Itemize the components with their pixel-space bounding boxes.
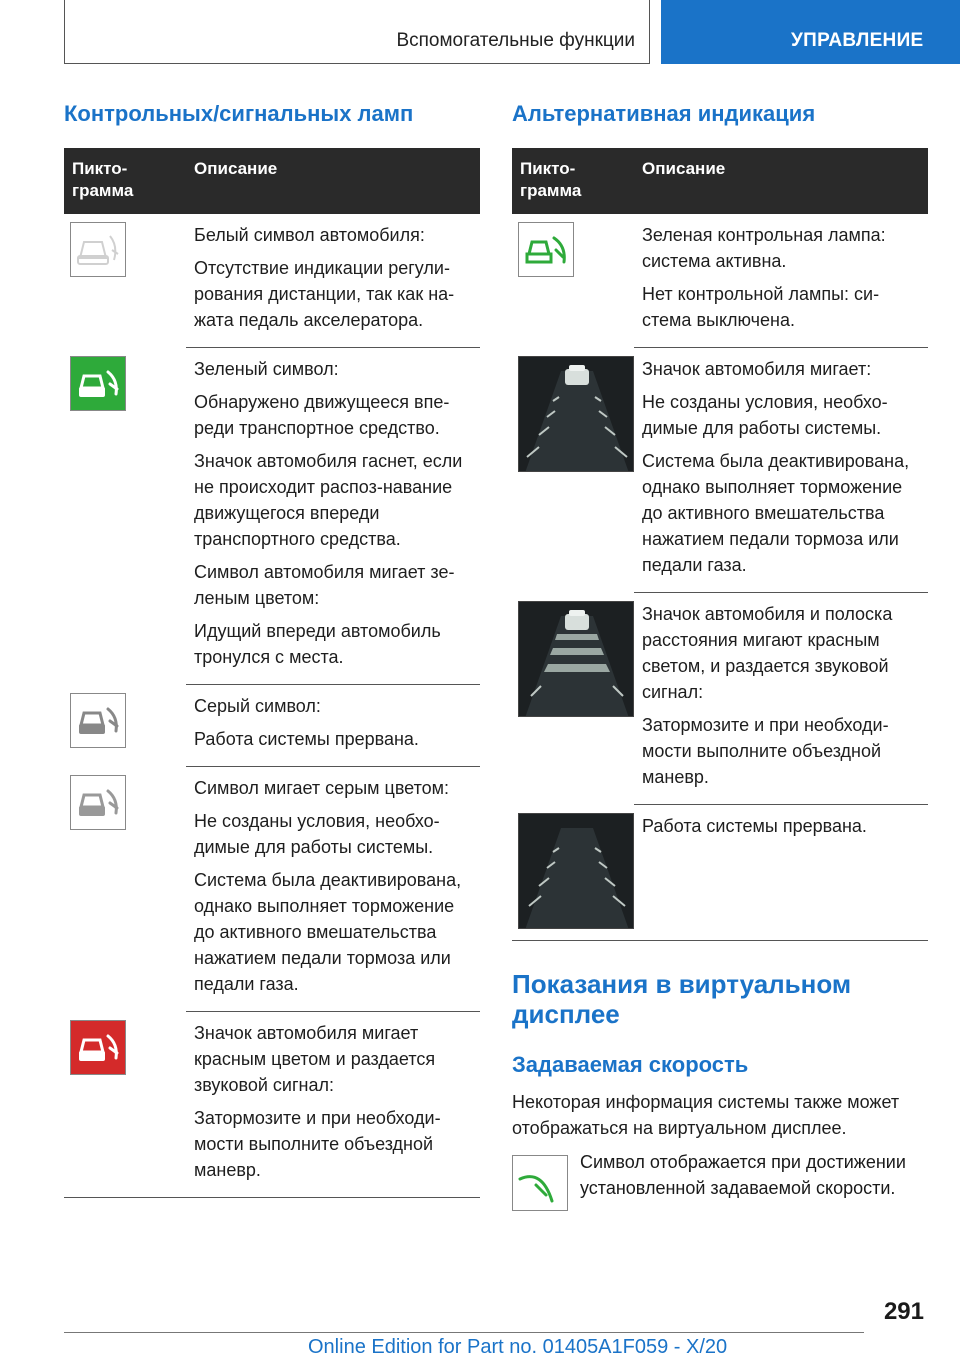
row-text: Символ мигает серым цветом:	[194, 778, 450, 798]
row-text: Нет контрольной лампы: си-стема выключена.	[642, 284, 880, 330]
speed-icon-text: Символ отображается при достижении установленной задаваемой скорости.	[580, 1152, 906, 1198]
green-gauge-icon	[518, 222, 574, 277]
lane-car-photo	[518, 356, 634, 472]
virtual-display-title: Показания в виртуальном дисплее	[512, 969, 852, 1029]
header-section-box	[64, 0, 650, 64]
right-section-title: Альтернативная индикация	[512, 101, 816, 126]
row-text: Серый символ:	[194, 696, 321, 716]
row-text: Значок автомобиля и полоска расстояния мигают красным светом, и раздается звуковой сигнал:	[642, 604, 893, 702]
speed-marker-icon	[512, 1155, 568, 1211]
row-text: Работа системы прервана.	[194, 729, 419, 749]
table-row	[64, 685, 480, 767]
gray-car-icon	[70, 693, 126, 748]
left-col-desc-header: Описание	[194, 159, 278, 178]
row-text: Значок автомобиля мигает:	[642, 359, 872, 379]
white-car-icon	[70, 222, 126, 277]
lane-car-bars-photo	[518, 601, 634, 717]
right-col-icon-header: Пикто- грамма	[520, 159, 582, 200]
footer-edition-link[interactable]: Online Edition for Part no. 01405A1F059 - X/20	[308, 1336, 728, 1358]
row-text: Затормозите и при необходи-мости выполните объездной маневр.	[194, 1108, 441, 1180]
left-table-header	[64, 148, 480, 214]
row-text: Не созданы условия, необхо-димые для работы системы.	[194, 811, 440, 857]
footer-divider	[64, 1332, 864, 1333]
table-row	[64, 214, 480, 348]
lane-empty-photo	[518, 813, 634, 929]
row-text: Затормозите и при необходи-мости выполните объездной маневр.	[642, 715, 889, 787]
right-column	[512, 100, 928, 1211]
left-column	[64, 100, 480, 1198]
row-text: Символ автомобиля мигает зе-леным цветом:	[194, 562, 455, 608]
row-text: Значок автомобиля гаснет, если не происходит распоз-навание движущегося впереди транспортного средства.	[194, 451, 463, 549]
row-text: Зеленый символ:	[194, 359, 339, 379]
page-number: 291	[883, 1298, 924, 1325]
table-row	[512, 593, 928, 805]
set-speed-title: Задаваемая скорость	[512, 1052, 749, 1077]
row-text: Система была деактивирована, однако выполняет торможение до активного вмешательства нажатием педали тормоза или педали газа.	[642, 451, 910, 575]
left-col-icon-header: Пикто- грамма	[72, 159, 134, 200]
table-row	[512, 214, 928, 348]
row-text: Отсутствие индикации регули-рования дистанции, так как на-жата педаль акселератора.	[194, 258, 455, 330]
row-text: Обнаружено движущееся впе-реди транспортное средство.	[194, 392, 450, 438]
table-row	[64, 1012, 480, 1198]
row-text: Система была деактивирована, однако выполняет торможение до активного вмешательства нажатием педали тормоза или педали газа.	[194, 870, 462, 994]
table-row	[64, 348, 480, 685]
red-car-icon	[70, 1020, 126, 1075]
row-text: Не созданы условия, необхо-димые для работы системы.	[642, 392, 888, 438]
row-text: Идущий впереди автомобиль тронулся с места.	[194, 621, 441, 667]
left-section-title: Контрольных/сигнальных ламп	[64, 101, 414, 126]
row-text: Зеленая контрольная лампа: система активна.	[642, 225, 886, 271]
row-text: Работа системы прервана.	[642, 816, 867, 836]
header-section-title: Вспомогательные функции	[396, 30, 635, 51]
gray-car-blink-icon	[70, 775, 126, 830]
green-car-icon	[70, 356, 126, 411]
table-row	[512, 805, 928, 941]
set-speed-paragraph: Некоторая информация системы также может отображаться на виртуальном дисплее.	[512, 1092, 900, 1138]
right-table-header	[512, 148, 928, 214]
right-col-desc-header: Описание	[642, 159, 726, 178]
row-text: Белый символ автомобиля:	[194, 225, 425, 245]
table-row	[512, 348, 928, 593]
header-chapter-tab[interactable]	[661, 0, 960, 64]
speed-icon-row	[512, 1152, 928, 1211]
table-row	[64, 767, 480, 1012]
header-chapter-title: УПРАВЛЕНИЕ	[791, 30, 924, 51]
row-text: Значок автомобиля мигает красным цветом и раздается звуковой сигнал:	[194, 1023, 436, 1095]
